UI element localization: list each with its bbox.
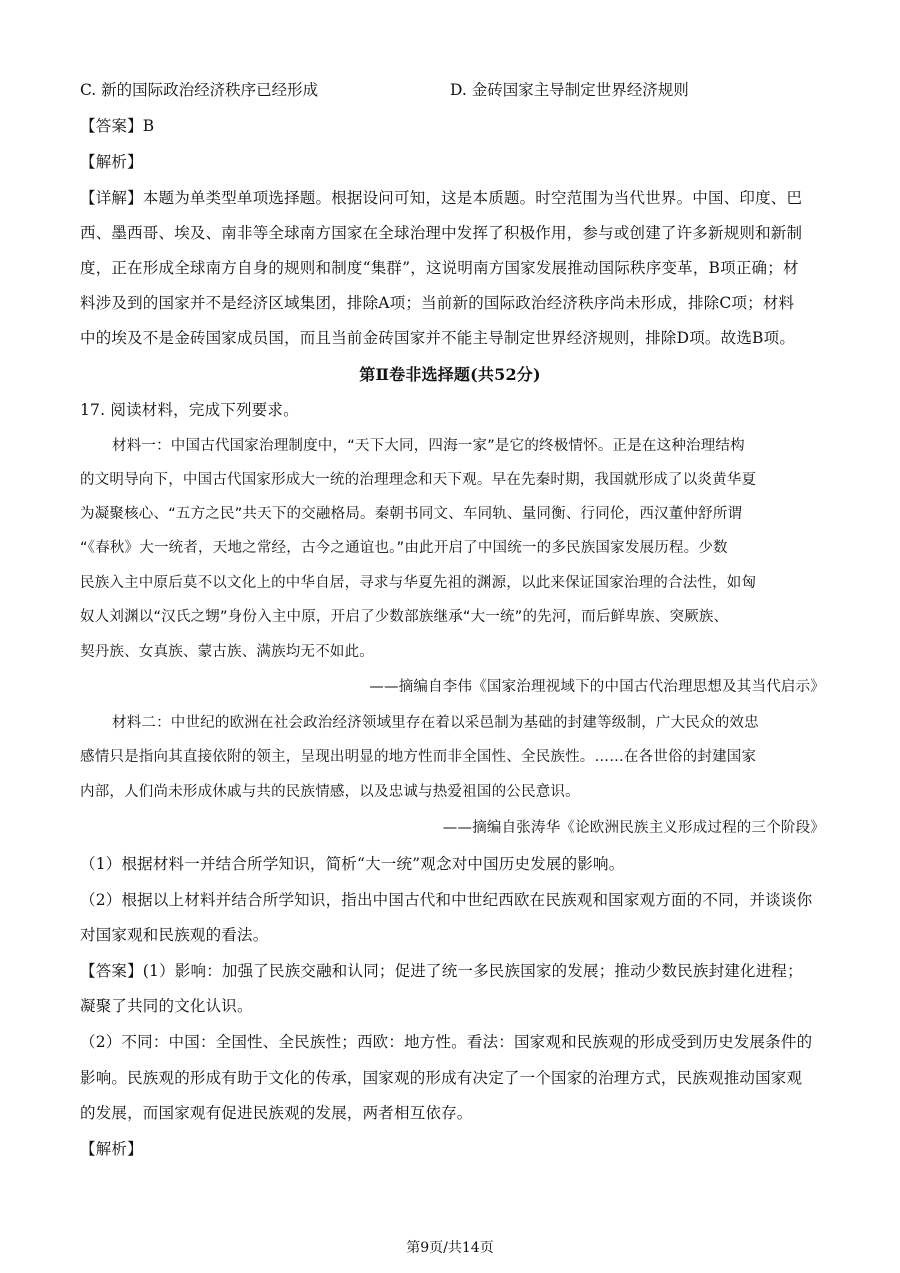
material1-line: “《春秋》大一统者，天地之常经，古今之通谊也。”由此开启了中国统一的多民族国家发展历程。少数 (80, 540, 728, 556)
material2-line: 内部，人们尚未形成休戚与共的民族情感，以及忠诚与热爱祖国的公民意识。 (80, 784, 580, 800)
material1-line: 民族入主中原后莫不以文化上的中华自居，寻求与华夏先祖的渊源，以此来保证国家治理的合法性，如匈 (80, 575, 757, 591)
q17-question-1: （1）根据材料一并结合所学知识，简析“大一统”观念对中国历史发展的影响。 (80, 855, 625, 873)
q16-detail-line: 度，正在形成全球南方自身的规则和制度“集群”，这说明南方国家发展推动国际秩序变革，B项正确；材 (80, 259, 799, 277)
q17-question-2-line: 对国家观和民族观的看法。 (80, 926, 269, 944)
q16-detail-line: 中的埃及不是金砖国家成员国，而且当前金砖国家并不能主导制定世界经济规则，排除D项。故选B项。 (80, 329, 796, 347)
q16-detail-line: 【详解】本题为单类型单项选择题。根据设问可知，这是本质题。时空范围为当代世界。中国、印度、巴 (80, 189, 803, 207)
q17-answer-1-line: 【答案】(1）影响：加强了民族交融和认同；促进了统一多民族国家的发展；推动少数民族封建化进程； (80, 962, 803, 980)
q16-answer: 【答案】B (80, 117, 155, 135)
option-d: D. 金砖国家主导制定世界经济规则 (450, 81, 689, 99)
q17-analysis-label: 【解析】 (80, 1140, 143, 1158)
q16-analysis-label: 【解析】 (80, 153, 143, 171)
q17-answer-2-line: 影响。民族观的形成有助于文化的传承，国家观的形成有决定了一个国家的治理方式，民族观推动国家观 (80, 1069, 803, 1087)
material1-line: 的文明导向下，中国古代国家形成大一统的治理理念和天下观。早在先秦时期，我国就形成了以炎黄华夏 (80, 472, 757, 488)
material2-source: ——摘编自张涛华《论欧洲民族主义形成过程的三个阶段》 (442, 820, 825, 836)
q17-stem: 17. 阅读材料，完成下列要求。 (80, 401, 299, 419)
q17-question-2-line: （2）根据以上材料并结合所学知识，指出中国古代和中世纪西欧在民族观和国家观方面的不同，并谈谈你 (80, 891, 813, 909)
material1-line: 为凝聚核心、“五方之民”共天下的交融格局。秦朝书同文、车同轨、量同衡、行同伦，西汉董仲舒所谓 (80, 506, 743, 522)
material1-source: ——摘编自李伟《国家治理视域下的中国古代治理思想及其当代启示》 (369, 679, 825, 695)
material2-line: 材料二：中世纪的欧洲在社会政治经济领域里存在着以采邑制为基础的封建等级制，广大民众的效忠 (112, 715, 759, 731)
q17-answer-2-line: 的发展，而国家观有促进民族观的发展，两者相互依存。 (80, 1104, 473, 1122)
material2-line: 感情只是指向其直接依附的领主，呈现出明显的地方性而非全国性、全民族性。……在各世俗的封建国家 (80, 749, 757, 765)
q17-answer-2-line: （2）不同：中国：全国性、全民族性；西欧：地方性。看法：国家观和民族观的形成受到历史发展条件的 (80, 1033, 813, 1051)
page-footer: 第9页/共14页 (406, 1240, 494, 1256)
material1-line: 材料一：中国古代国家治理制度中，“天下大同，四海一家”是它的终极情怀。正是在这种治理结构 (112, 438, 745, 454)
material1-line: 奴人刘渊以“汉氏之甥”身份入主中原，开启了少数部族继承“大一统”的先河，而后鲜卑族、突厥族、 (80, 609, 729, 625)
q17-answer-1-line: 凝聚了共同的文化认识。 (80, 997, 253, 1015)
section-title: 第Ⅱ卷非选择题(共52分) (359, 365, 541, 384)
material1-line: 契丹族、女真族、蒙古族、满族均无不如此。 (80, 644, 374, 660)
q16-detail-line: 料涉及到的国家并不是经济区域集团，排除A项；当前新的国际政治经济秩序尚未形成，排除C项；材料 (80, 294, 795, 312)
option-c: C. 新的国际政治经济秩序已经形成 (80, 81, 319, 99)
q16-detail-line: 西、墨西哥、埃及、南非等全球南方国家在全球治理中发挥了积极作用，参与或创建了许多新规则和新制 (80, 224, 803, 242)
